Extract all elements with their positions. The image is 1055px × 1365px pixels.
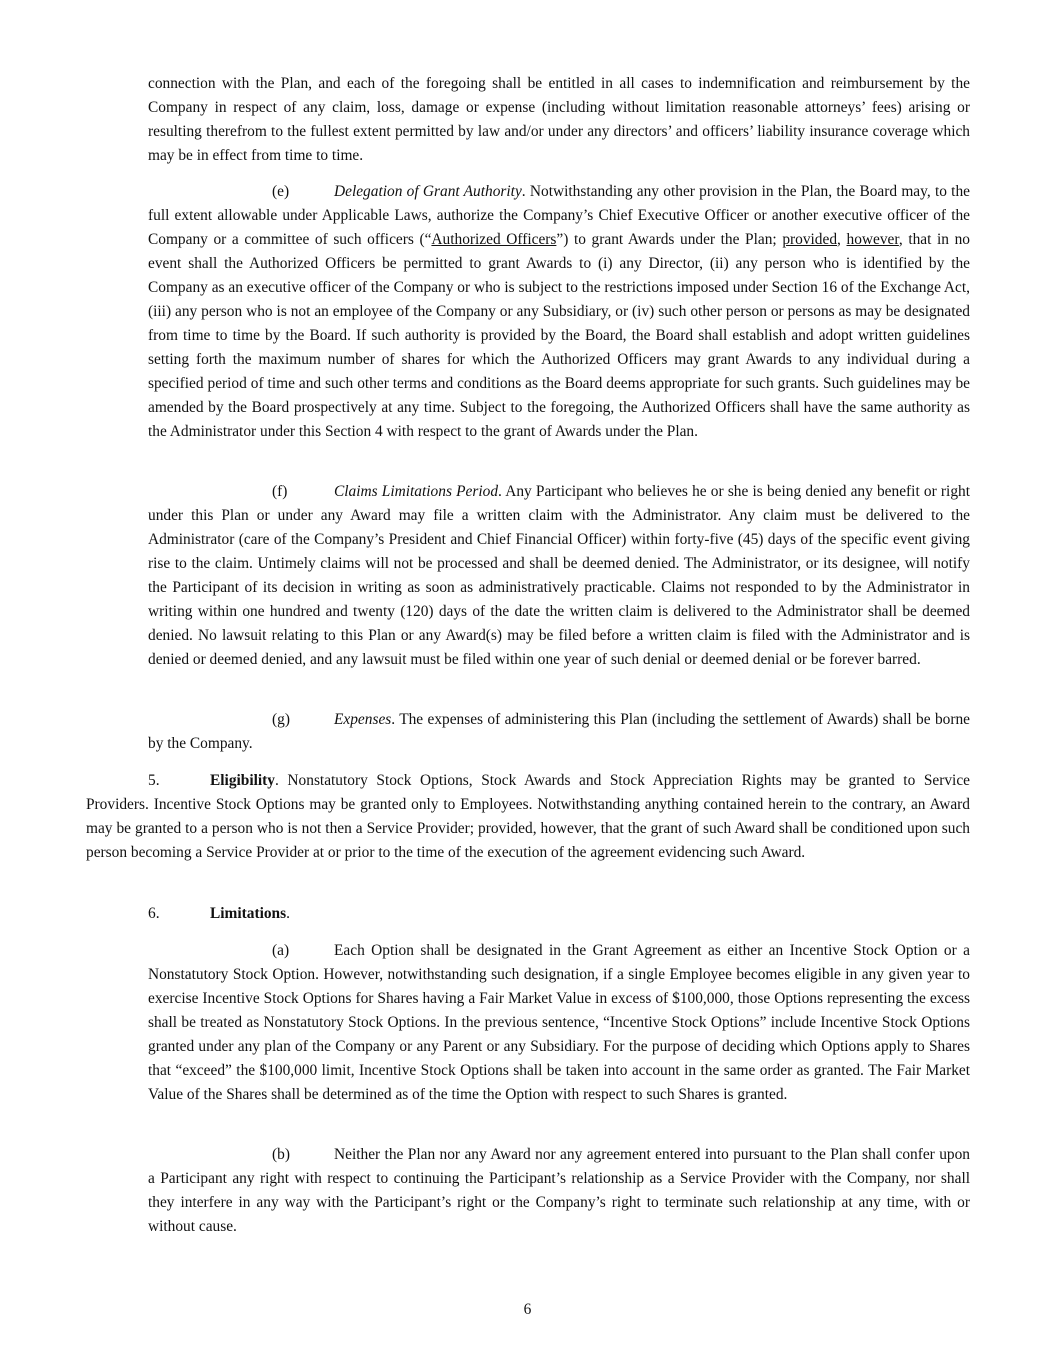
paragraph-label: (b) — [272, 1146, 290, 1163]
paragraph-label: (a) — [272, 942, 290, 959]
paragraph-label: (e) — [272, 183, 290, 200]
section-heading: Limitations — [210, 905, 287, 922]
paragraph-heading: Delegation of Grant Authority — [334, 183, 522, 200]
defined-term: Authorized Officers — [431, 231, 557, 248]
paragraph-continued: connection with the Plan, and each of the foregoing shall be entitled in all cases to indemnification and reimbursement by the Company in respect of any claim, loss, damage or expense (including without limitation reasonable attorneys’ fees) arising or resulting therefrom to the fullest extent permitted by law and/or under any directors’ and officers’ liability insurance coverage which may be in effect from time to time. — [148, 75, 970, 164]
paragraph-heading: Claims Limitations Period — [334, 483, 499, 500]
paragraph-heading: Expenses — [334, 711, 392, 728]
page-number: 6 — [523, 1301, 532, 1318]
paragraph-f-claims: (f) Claims Limitations Period. Any Participant who believes he or she is being denied any benefit or right under this Plan or under any Award may file a written claim with the Administrator. Any claim must be delivered to the Administrator (care of the Company’s President and Chief Financial Officer) within forty-five (45) days of the specific event giving rise to the claim. Untimely claims will not be processed and shall be deemed denied. The Administrator, or its designee, will notify the Participant of its decision in writing as soon as administratively practicable. Claims not responded to by the Administrator in writing within one hundred and twenty (120) days of the date the written claim is delivered to the Administrator shall be deemed denied. No lawsuit relating to this Plan or any Award(s) may be filed before a written claim is filed with the Administrator and is denied or deemed denied, and any lawsuit must be filed within one year of such denial or deemed denial or be forever barred. — [148, 480, 970, 672]
section-heading: Eligibility — [210, 772, 275, 789]
paragraph-6b: (b) Neither the Plan nor any Award nor any agreement entered into pursuant to the Plan shall confer upon a Participant any right with respect to continuing the Participant’s relationship as a Service Provider with the Company, nor shall they interfere in any way with the Participant’s right or the Company’s right to terminate such relationship at any time, with or without cause. — [148, 1143, 970, 1239]
section-6-limitations: 6. Limitations. — [148, 902, 970, 926]
section-5-eligibility: 5. Eligibility. Nonstatutory Stock Options, Stock Awards and Stock Appreciation Rights may be granted to Service Providers. Incentive Stock Options may be granted only to Employees. Notwithstanding anything contained herein to the contrary, an Award may be granted to a person who is not then a Service Provider; provided, however, that the grant of such Award shall be conditioned upon such person becoming a Service Provider at or prior to the time of the execution of the agreement evidencing such Award. — [86, 769, 970, 865]
paragraph-6a: (a) Each Option shall be designated in the Grant Agreement as either an Incentive Stock Option or a Nonstatutory Stock Option. However, notwithstanding such designation, if a single Employee becomes eligible in any given year to exercise Incentive Stock Options for Shares having a Fair Market Value in excess of $100,000, those Options representing the excess shall be treated as Nonstatutory Stock Options. In the previous sentence, “Incentive Stock Options” include Incentive Stock Options granted under any plan of the Company or any Parent or any Subsidiary. For the purpose of deciding which Options apply to Shares that “exceed” the $100,000 limit, Incentive Stock Options shall be taken into account in the same order as granted. The Fair Market Value of the Shares shall be determined as of the time the Option with respect to such Shares is granted. — [148, 939, 970, 1107]
paragraph-label: (g) — [272, 711, 290, 728]
paragraph-g-expenses: (g) Expenses. The expenses of administering this Plan (including the settlement of Awards) shall be borne by the Company. — [148, 708, 970, 756]
paragraph-e-delegation: (e) Delegation of Grant Authority. Notwithstanding any other provision in the Plan, the Board may, to the full extent allowable under Applicable Laws, authorize the Company’s Chief Executive Officer or another executive officer of the Company or a committee of such officers (“Authorized Officers”) to grant Awards under the Plan; provided, however, that in no event shall the Authorized Officers be permitted to grant Awards to (i) any Director, (ii) any person who is identified by the Company as an executive officer of the Company or who is subject to the restrictions imposed under Section 16 of the Exchange Act, (iii) any person who is not an employee of the Company or any Subsidiary, or (iv) such other person or persons as may be designated from time to time by the Board. If such authority is provided by the Board, the Board shall establish and adopt written guidelines setting forth the maximum number of shares for which the Authorized Officers may grant Awards to any individual during a specified period of time and such other terms and conditions as the Board deems appropriate for such grants. Such guidelines may be amended by the Board prospectively at any time. Subject to the foregoing, the Authorized Officers shall have the same authority as the Administrator under this Section 4 with respect to the grant of Awards under the Plan. — [148, 180, 970, 444]
section-number: 6. — [148, 905, 160, 922]
section-number: 5. — [148, 772, 160, 789]
paragraph-label: (f) — [272, 483, 288, 500]
